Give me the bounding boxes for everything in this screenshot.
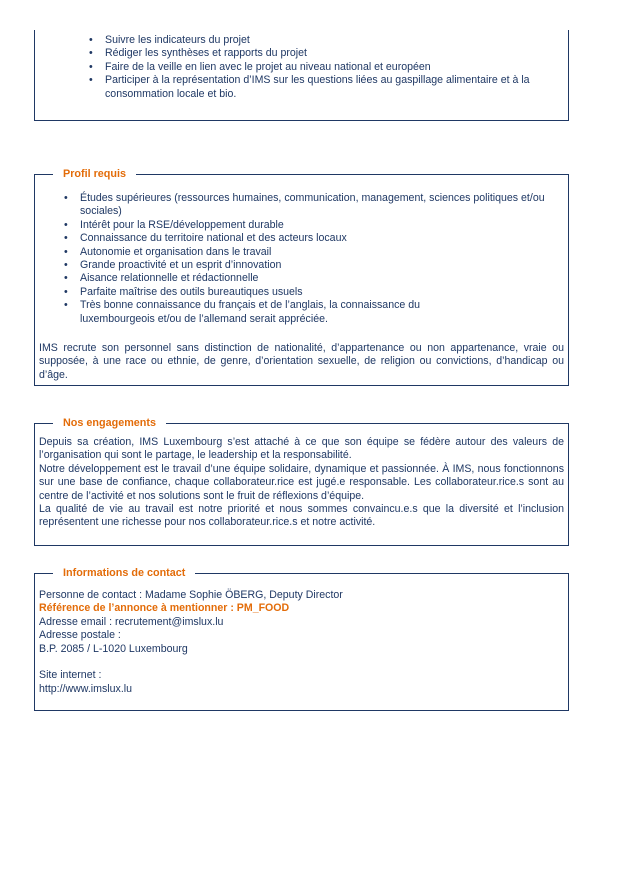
- site-link[interactable]: http://www.imslux.lu: [39, 682, 133, 695]
- reference-line: Référence de l’annonce à mentionner : PM_FOOD: [39, 602, 290, 615]
- list-item: • Autonomie et organisation dans le travail: [60, 246, 564, 259]
- diversity-paragraph: IMS recrute son personnel sans distinction de nationalité, d’appartenance ou non appartenance, vraie ou supposée, à une race ou ethnie, de genre, d’orientation sexuelle, de religion ou convictions, d’handicap ou d’âge.: [39, 342, 564, 381]
- list-item: • Parfaite maîtrise des outils bureautiques usuels: [60, 286, 564, 299]
- list-item: • Faire de la veille en lien avec le projet au niveau national et européen: [85, 61, 564, 74]
- list-item: • Rédiger les synthèses et rapports du projet: [85, 47, 564, 60]
- list-item: • Grande proactivité et un esprit d’innovation: [60, 259, 564, 272]
- profil-list: [60, 192, 564, 326]
- section-title: Informations de contact: [53, 566, 195, 580]
- profil-section: [34, 168, 569, 386]
- list-item: • Suivre les indicateurs du projet: [85, 34, 564, 47]
- missions-box: [34, 30, 569, 121]
- email-line[interactable]: Adresse email : recrutement@imslux.lu: [39, 615, 224, 628]
- spacer: [39, 656, 564, 669]
- list-item: • Intérêt pour la RSE/développement durable: [60, 219, 564, 232]
- section-title: Profil requis: [53, 167, 136, 181]
- contact-block: [39, 589, 564, 696]
- engagements-paragraph: Notre développement est le travail d’une équipe solidaire, dynamique et passionnée. À IMS, nous fonctionnons sur une base de confiance, chaque collaborateur.rice est jugé.e responsable. Les collaborateur.rice.s sont au centre de l’activité et nos solutions sont le fruit de réflexions d’équipe.: [39, 462, 564, 502]
- engagements-paragraph: Depuis sa création, IMS Luxembourg s’est attaché à ce que son équipe se fédère autour des valeurs de l’organisation qui sont le partage, le leadership et la responsabilité.: [39, 436, 564, 462]
- postal-label: Adresse postale :: [39, 629, 121, 642]
- list-item: • Très bonne connaissance du français et de l’anglais, la connaissance du luxembourgeois et/ou de l’allemand serait appréciée.: [60, 299, 564, 326]
- contact-person: Personne de contact : Madame Sophie ÖBERG, Deputy Director: [39, 589, 343, 601]
- engagements-text: [39, 436, 564, 530]
- list-item: • Participer à la représentation d’IMS sur les questions liées au gaspillage alimentaire et à la consommation locale et bio.: [85, 74, 564, 101]
- list-item: • Aisance relationnelle et rédactionnelle: [60, 272, 564, 285]
- postal-address: B.P. 2085 / L-1020 Luxembourg: [39, 642, 188, 655]
- engagements-paragraph: La qualité de vie au travail est notre priorité et nous sommes convaincu.e.s que la diversité et l’inclusion représentent une richesse pour nos collaborateur.rice.s et notre activité.: [39, 503, 564, 529]
- contact-section: [34, 567, 569, 711]
- site-label: Site internet :: [39, 669, 102, 682]
- list-item: • Études supérieures (ressources humaines, communication, management, sciences politiques et/ou sociales): [60, 192, 564, 219]
- engagements-section: [34, 417, 569, 546]
- list-item: • Connaissance du territoire national et des acteurs locaux: [60, 232, 564, 245]
- missions-list: [85, 34, 564, 101]
- section-title: Nos engagements: [53, 416, 166, 430]
